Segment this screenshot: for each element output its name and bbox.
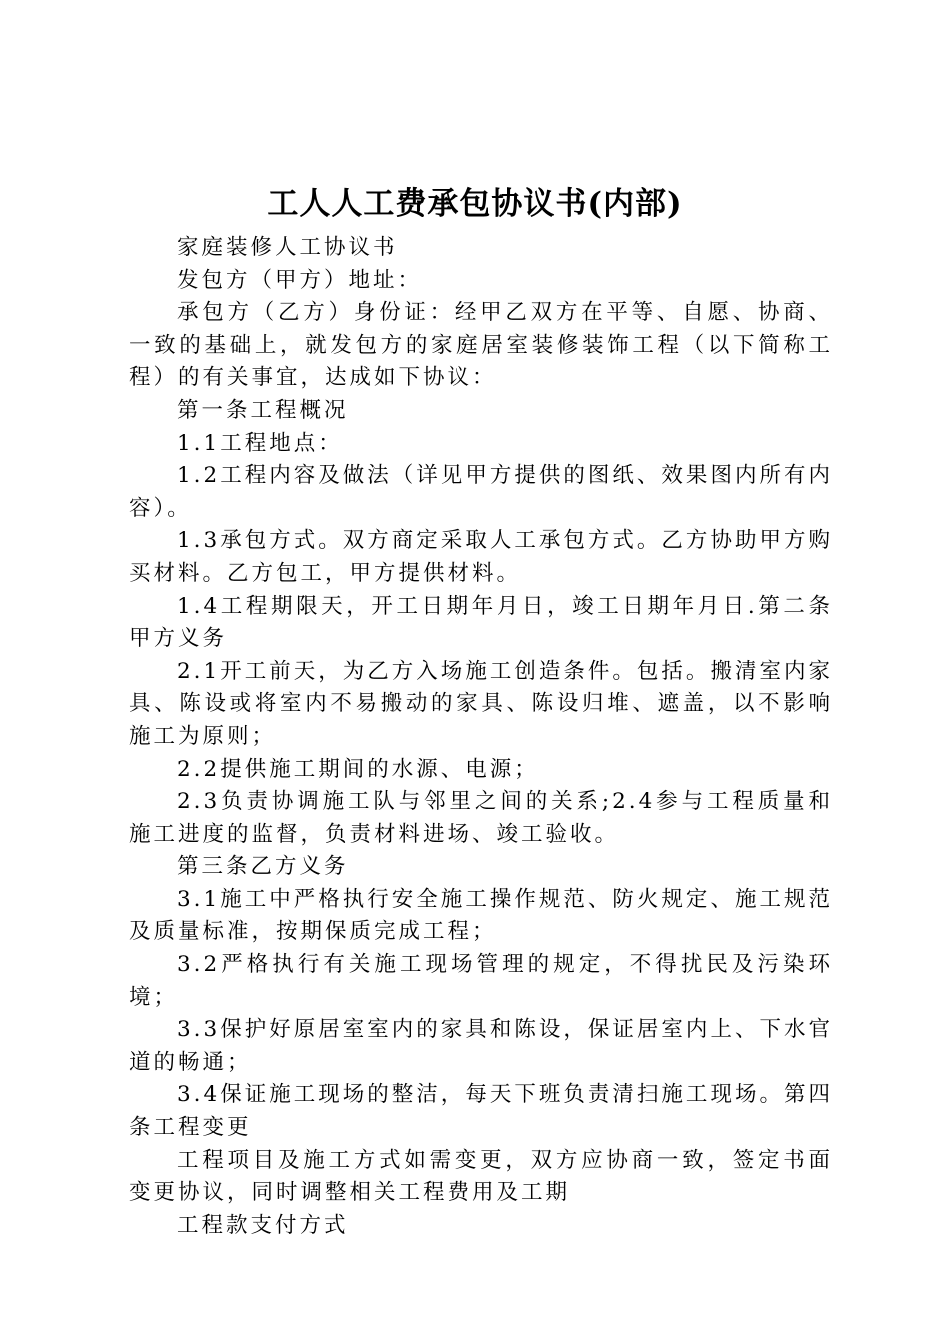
clause-1-4: 1.4工程期限天，开工日期年月日，竣工日期年月日.第二条甲方义务 [129, 593, 833, 652]
clause-3-2: 3.2严格执行有关施工现场管理的规定，不得扰民及污染环境； [129, 952, 833, 1010]
clause-2-3: 2.3负责协调施工队与邻里之间的关系;2.4参与工程质量和施工进度的监督，负责材料进场、竣工验收。 [129, 789, 833, 847]
paragraph-party-a-address: 发包方（甲方）地址： [177, 267, 423, 293]
clause-1-2: 1.2工程内容及做法（详见甲方提供的图纸、效果图内所有内容）。 [129, 463, 833, 521]
clause-3-4: 3.4保证施工现场的整洁，每天下班负责清扫施工现场。第四条工程变更 [129, 1082, 833, 1141]
section-heading-payment: 工程款支付方式 [177, 1212, 349, 1238]
clause-2-1: 2.1开工前天，为乙方入场施工创造条件。包括。搬清室内家具、陈设或将室内不易搬动的家具、陈设归堆、遮盖，以不影响施工为原则； [129, 658, 833, 749]
clause-3-3: 3.3保护好原居室室内的家具和陈设，保证居室内上、下水官道的畅通； [129, 1017, 833, 1075]
document-body [129, 232, 833, 1242]
clause-4-body: 工程项目及施工方式如需变更，双方应协商一致，签定书面变更协议，同时调整相关工程费用及工期 [129, 1147, 833, 1206]
section-heading-1: 第一条工程概况 [177, 397, 349, 423]
paragraph-subtitle: 家庭装修人工协议书 [177, 235, 398, 260]
section-heading-3: 第三条乙方义务 [177, 854, 349, 880]
clause-3-1: 3.1施工中严格执行安全施工操作规范、防火规定、施工规范及质量标准，按期保质完成工程； [129, 886, 833, 945]
clause-1-3: 1.3承包方式。双方商定采取人工承包方式。乙方协助甲方购买材料。乙方包工，甲方提供材料。 [129, 528, 833, 586]
document-title: 工人人工费承包协议书(内部) [267, 186, 683, 222]
clause-2-2: 2.2提供施工期间的水源、电源； [177, 756, 539, 782]
paragraph-party-b-intro: 承包方（乙方）身份证：经甲乙双方在平等、自愿、协商、一致的基础上，就发包方的家庭居室装修装饰工程（以下简称工程）的有关事宜，达成如下协议： [129, 300, 833, 391]
clause-1-1: 1.1工程地点： [177, 430, 343, 456]
